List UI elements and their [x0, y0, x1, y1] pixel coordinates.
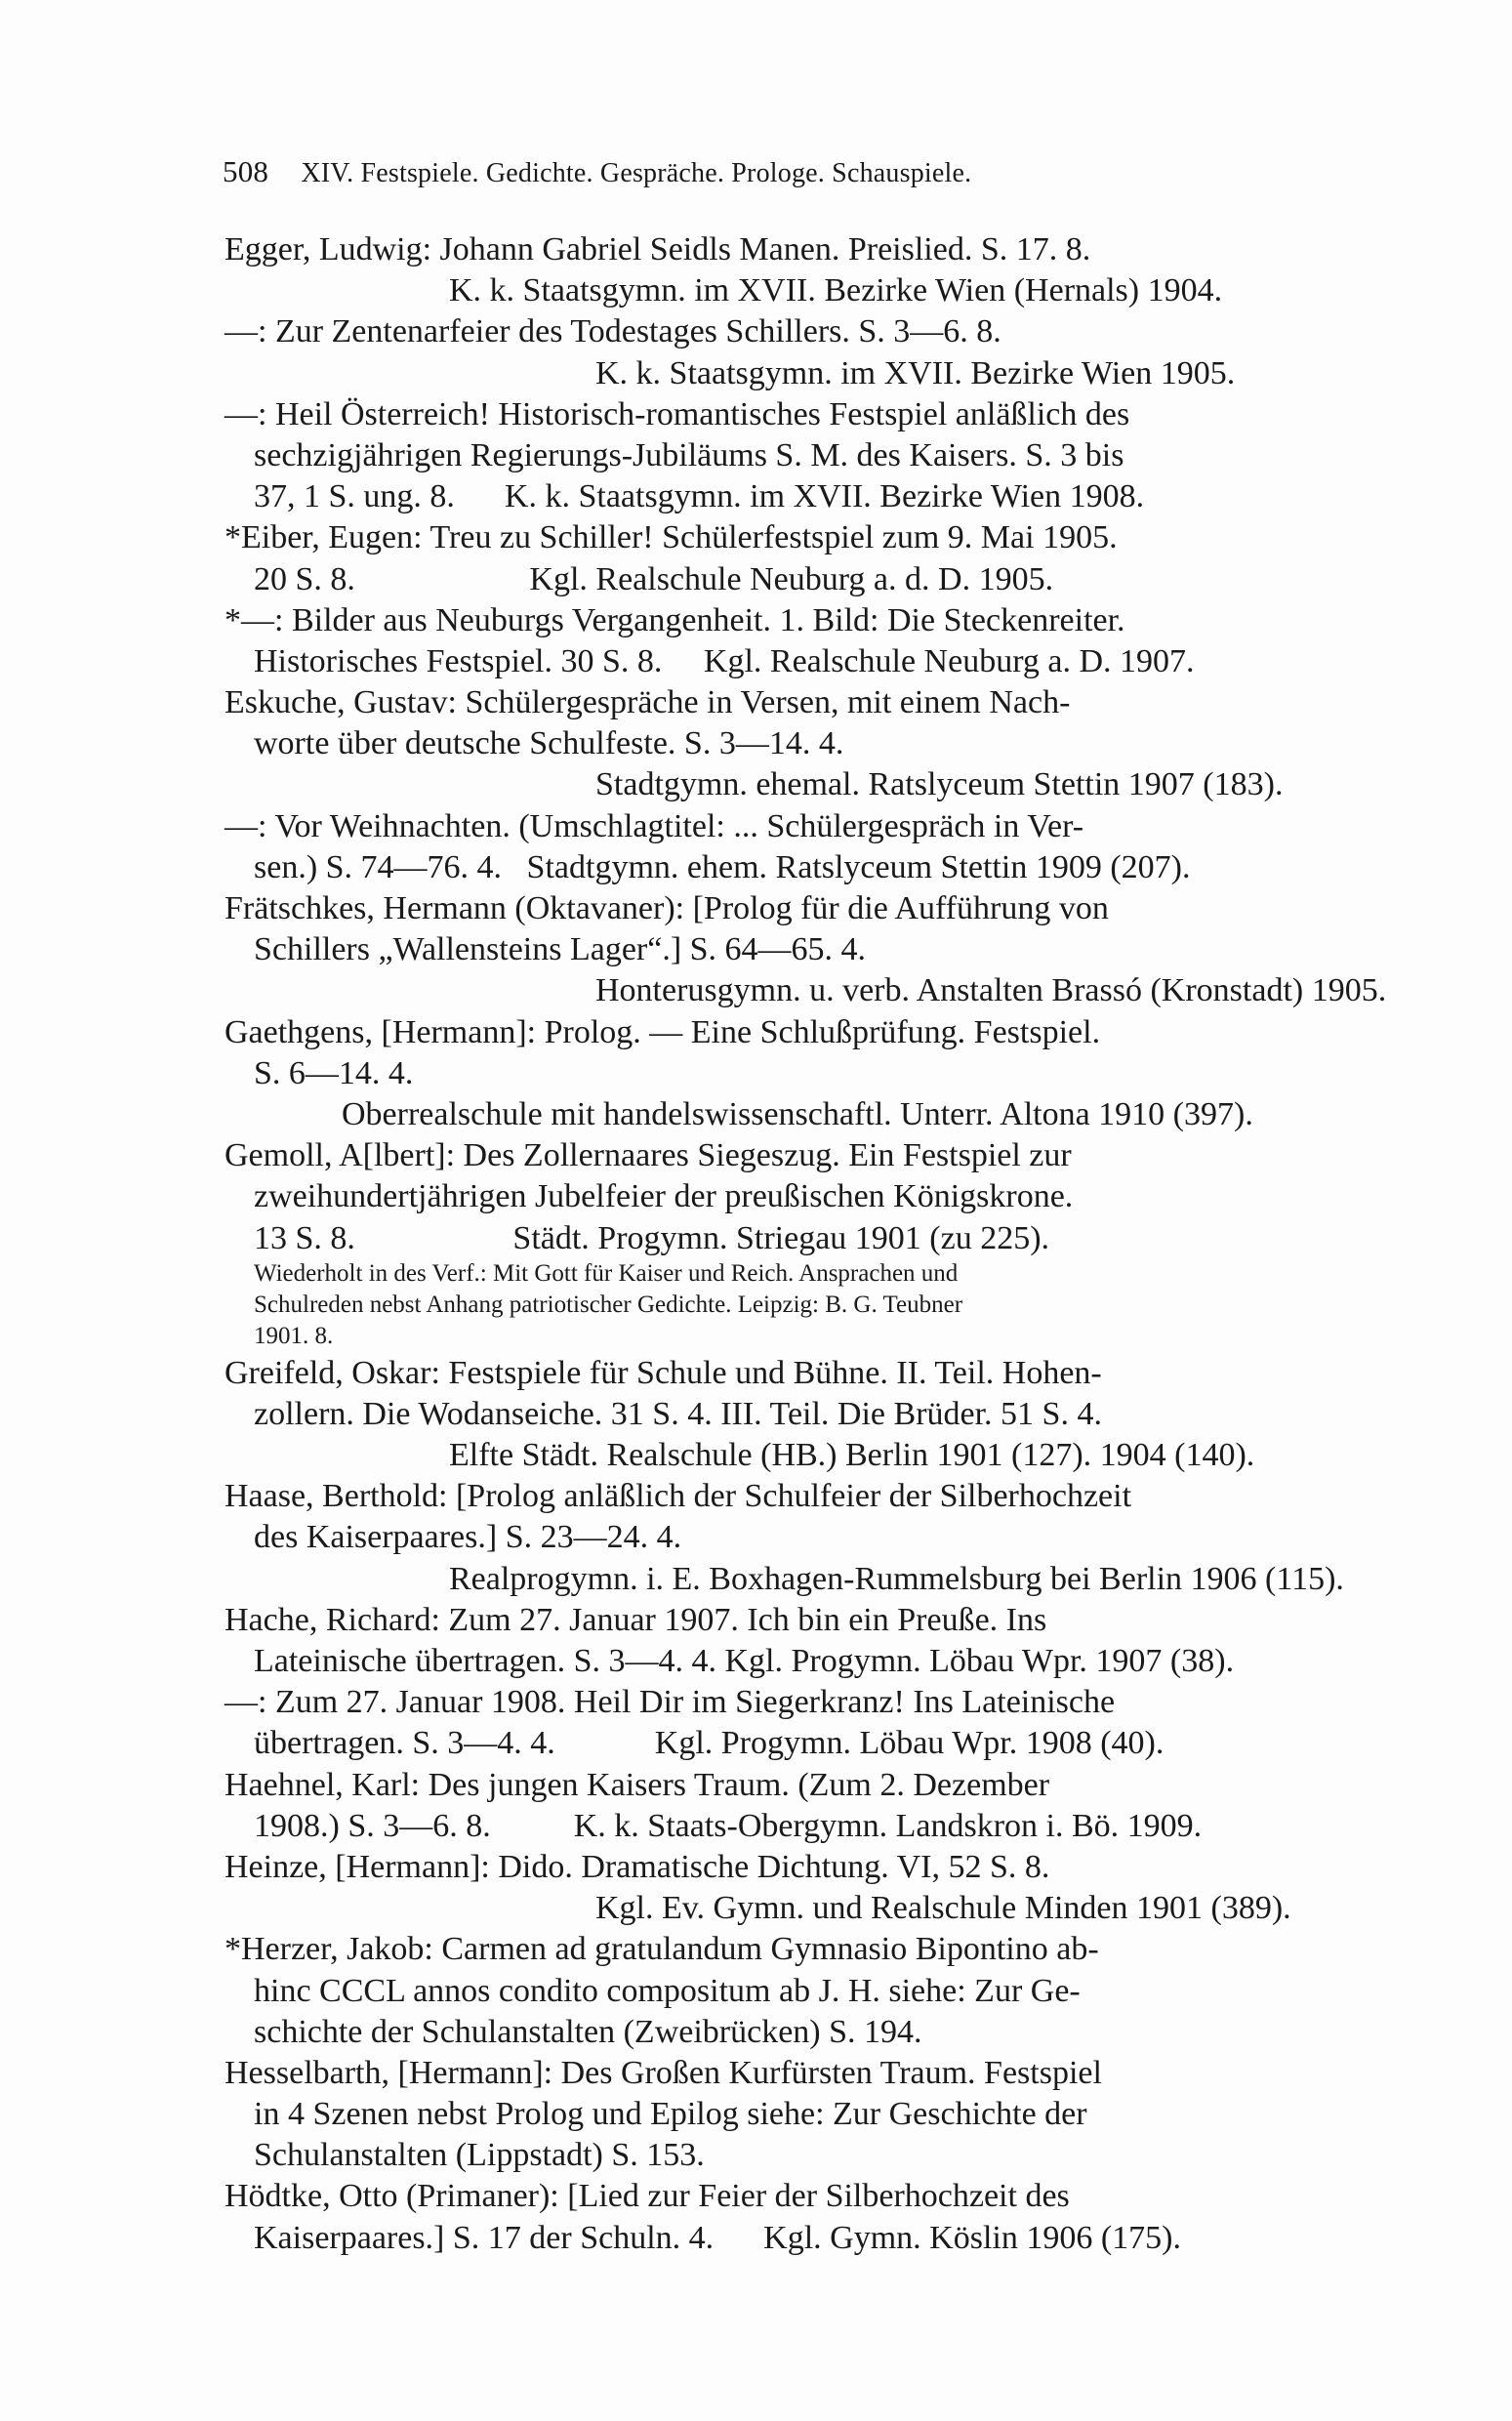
entry-line: Gaethgens, [Hermann]: Prolog. — Eine Schlußprüfung. Festspiel.	[225, 1013, 1101, 1050]
entry-line: Hödtke, Otto (Primaner): [Lied zur Feier der Silberhochzeit des	[225, 2178, 1070, 2215]
footnote-line: 1901. 8.	[254, 1322, 334, 1349]
running-title: XIV. Festspiele. Gedichte. Gespräche. Prologe. Schauspiele.	[301, 158, 972, 188]
entry-line: worte über deutsche Schulfeste. S. 3—14. 4.	[254, 725, 844, 762]
entry-line: *—: Bilder aus Neuburgs Vergangenheit. 1. Bild: Die Steckenreiter.	[225, 601, 1125, 638]
entry-line: Hache, Richard: Zum 27. Januar 1907. Ich bin ein Preuße. Ins	[225, 1601, 1047, 1638]
bibliography-entries	[225, 229, 1387, 2259]
entry-line: Egger, Ludwig: Johann Gabriel Seidls Manen. Preislied. S. 17. 8.	[225, 231, 1091, 267]
entry-line: —: Vor Weihnachten. (Umschlagtitel: ... Schülergespräch in Ver-	[225, 807, 1084, 844]
entry-line: Greifeld, Oskar: Festspiele für Schule und Bühne. II. Teil. Hohen-	[225, 1354, 1102, 1391]
entry-line: sen.) S. 74—76. 4. Stadtgymn. ehem. Ratslyceum Stettin 1909 (207).	[254, 848, 1191, 885]
entry-line: Oberrealschule mit handelswissenschaftl. Unterr. Altona 1910 (397).	[342, 1095, 1253, 1132]
entry-line: K. k. Staatsgymn. im XVII. Bezirke Wien (Hernals) 1904.	[449, 272, 1223, 309]
entry-line: —: Zur Zentenarfeier des Todestages Schillers. S. 3—6. 8.	[225, 313, 1001, 350]
entry-line: schichte der Schulanstalten (Zweibrücken) S. 194.	[254, 2013, 922, 2050]
entry-line: *Eiber, Eugen: Treu zu Schiller! Schülerfestspiel zum 9. Mai 1905.	[225, 519, 1118, 556]
entry-line: Schulanstalten (Lippstadt) S. 153.	[254, 2137, 705, 2174]
footnote-line: Schulreden nebst Anhang patriotischer Gedichte. Leipzig: B. G. Teubner	[254, 1291, 963, 1318]
entry-line: Haase, Berthold: [Prolog anläßlich der Schulfeier der Silberhochzeit	[225, 1478, 1132, 1515]
entry-line: 13 S. 8. Städt. Progymn. Striegau 1901 (zu 225).	[254, 1219, 1050, 1256]
entry-line: Gemoll, A[lbert]: Des Zollernaares Siegeszug. Ein Festspiel zur	[225, 1137, 1072, 1174]
entry-line: S. 6—14. 4.	[254, 1054, 414, 1091]
entry-line: Realprogymn. i. E. Boxhagen-Rummelsburg bei Berlin 1906 (115).	[449, 1560, 1344, 1597]
page-header	[223, 154, 971, 189]
entry-line: Eskuche, Gustav: Schülergespräche in Versen, mit einem Nach-	[225, 684, 1071, 721]
entry-line: hinc CCCL annos condito compositum ab J. H. siehe: Zur Ge-	[254, 1972, 1081, 2009]
footnote-line: Wiederholt in des Verf.: Mit Gott für Kaiser und Reich. Ansprachen und	[254, 1259, 959, 1287]
entry-line: 20 S. 8. Kgl. Realschule Neuburg a. d. D. 1905.	[254, 560, 1054, 597]
entry-line: 1908.) S. 3—6. 8. K. k. Staats-Obergymn. Landskron i. Bö. 1909.	[254, 1807, 1203, 1844]
entry-line: Kgl. Ev. Gymn. und Realschule Minden 1901 (389).	[595, 1890, 1291, 1927]
entry-line: zollern. Die Wodanseiche. 31 S. 4. III. Teil. Die Brüder. 51 S. 4.	[254, 1395, 1102, 1432]
entry-line: Honterusgymn. u. verb. Anstalten Brassó (Kronstadt) 1905.	[595, 972, 1387, 1009]
entry-line: K. k. Staatsgymn. im XVII. Bezirke Wien 1905.	[595, 354, 1236, 391]
entry-line: Kaiserpaares.] S. 17 der Schuln. 4. Kgl. Gymn. Köslin 1906 (175).	[254, 2219, 1181, 2256]
entry-line: Elfte Städt. Realschule (HB.) Berlin 1901 (127). 1904 (140).	[449, 1437, 1255, 1474]
page-number: 508	[223, 154, 269, 188]
entry-line: Schillers „Wallensteins Lager“.] S. 64—65. 4.	[254, 931, 867, 968]
entry-line: Haehnel, Karl: Des jungen Kaisers Traum. (Zum 2. Dezember	[225, 1766, 1050, 1803]
entry-line: des Kaiserpaares.] S. 23—24. 4.	[254, 1519, 682, 1556]
entry-line: in 4 Szenen nebst Prolog und Epilog siehe: Zur Geschichte der	[254, 2096, 1087, 2133]
entry-line: Frätschkes, Hermann (Oktavaner): [Prolog für die Aufführung von	[225, 890, 1109, 926]
entry-line: Historisches Festspiel. 30 S. 8. Kgl. Realschule Neuburg a. D. 1907.	[254, 642, 1195, 679]
entry-line: 37, 1 S. ung. 8. K. k. Staatsgymn. im XVII. Bezirke Wien 1908.	[254, 478, 1145, 515]
entry-line: sechzigjährigen Regierungs-Jubiläums S. M. des Kaisers. S. 3 bis	[254, 436, 1124, 473]
entry-line: *Herzer, Jakob: Carmen ad gratulandum Gymnasio Bipontino ab-	[225, 1931, 1099, 1968]
entry-line: —: Heil Österreich! Historisch-romantisches Festspiel anläßlich des	[225, 395, 1130, 432]
entry-line: übertragen. S. 3—4. 4. Kgl. Progymn. Löbau Wpr. 1908 (40).	[254, 1725, 1165, 1762]
entry-line: —: Zum 27. Januar 1908. Heil Dir im Siegerkranz! Ins Lateinische	[225, 1684, 1116, 1721]
entry-line: Heinze, [Hermann]: Dido. Dramatische Dichtung. VI, 52 S. 8.	[225, 1848, 1050, 1885]
entry-line: Lateinische übertragen. S. 3—4. 4. Kgl. Progymn. Löbau Wpr. 1907 (38).	[254, 1643, 1235, 1679]
entry-line: Hesselbarth, [Hermann]: Des Großen Kurfürsten Traum. Festspiel	[225, 2054, 1102, 2091]
entry-line: Stadtgymn. ehemal. Ratslyceum Stettin 1907 (183).	[595, 766, 1284, 803]
entry-line: zweihundertjährigen Jubelfeier der preußischen Königskrone.	[254, 1178, 1074, 1215]
